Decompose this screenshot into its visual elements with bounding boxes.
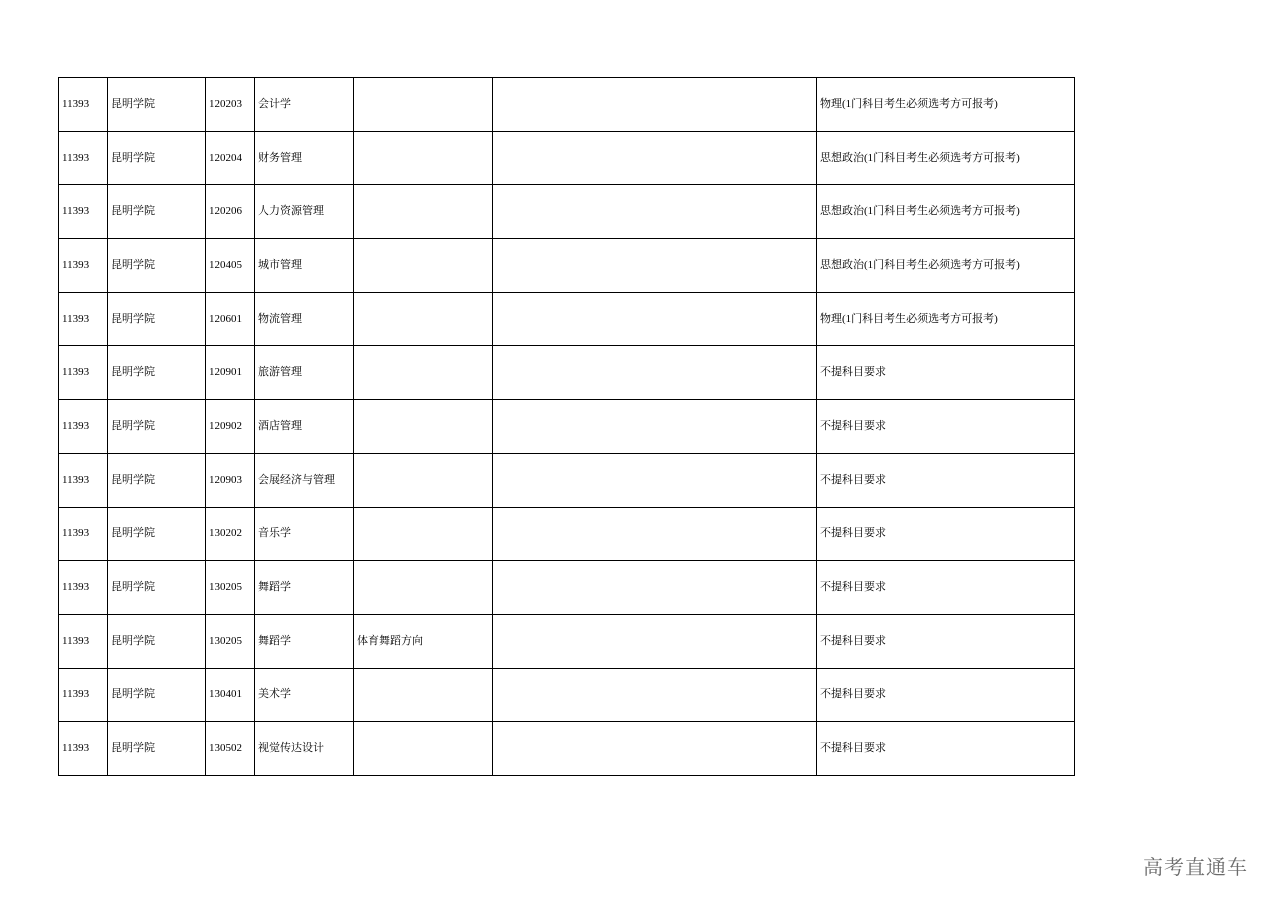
cell-subject-requirement: 不提科目要求 — [817, 346, 1075, 400]
cell-subject-requirement: 不提科目要求 — [817, 400, 1075, 454]
cell-school-code: 11393 — [59, 614, 108, 668]
cell-school-name: 昆明学院 — [108, 668, 206, 722]
table-row — [59, 346, 1075, 400]
table-row — [59, 131, 1075, 185]
table-row — [59, 453, 1075, 507]
table-row — [59, 507, 1075, 561]
cell-blank — [493, 614, 817, 668]
cell-major-direction: 体育舞蹈方向 — [354, 614, 493, 668]
cell-blank — [493, 668, 817, 722]
cell-school-name: 昆明学院 — [108, 453, 206, 507]
cell-major-direction — [354, 185, 493, 239]
cell-major-code: 130205 — [206, 614, 255, 668]
cell-major-name: 酒店管理 — [255, 400, 354, 454]
cell-school-name: 昆明学院 — [108, 239, 206, 293]
table-body — [59, 78, 1075, 776]
cell-school-code: 11393 — [59, 78, 108, 132]
cell-subject-requirement: 不提科目要求 — [817, 668, 1075, 722]
cell-school-code: 11393 — [59, 185, 108, 239]
cell-major-name: 视觉传达设计 — [255, 722, 354, 776]
cell-blank — [493, 561, 817, 615]
cell-school-code: 11393 — [59, 561, 108, 615]
cell-school-name: 昆明学院 — [108, 131, 206, 185]
cell-school-name: 昆明学院 — [108, 292, 206, 346]
cell-blank — [493, 131, 817, 185]
cell-school-code: 11393 — [59, 239, 108, 293]
table-row — [59, 239, 1075, 293]
cell-subject-requirement: 不提科目要求 — [817, 507, 1075, 561]
cell-major-direction — [354, 239, 493, 293]
cell-blank — [493, 292, 817, 346]
cell-major-direction — [354, 400, 493, 454]
cell-subject-requirement: 不提科目要求 — [817, 614, 1075, 668]
cell-major-name: 音乐学 — [255, 507, 354, 561]
cell-major-code: 120204 — [206, 131, 255, 185]
cell-major-code: 130202 — [206, 507, 255, 561]
cell-subject-requirement: 思想政治(1门科目考生必须选考方可报考) — [817, 185, 1075, 239]
table-row — [59, 561, 1075, 615]
cell-subject-requirement: 物理(1门科目考生必须选考方可报考) — [817, 292, 1075, 346]
cell-major-name: 人力资源管理 — [255, 185, 354, 239]
cell-major-code: 130502 — [206, 722, 255, 776]
cell-school-code: 11393 — [59, 346, 108, 400]
cell-school-code: 11393 — [59, 722, 108, 776]
cell-major-direction — [354, 292, 493, 346]
cell-school-code: 11393 — [59, 453, 108, 507]
table-row — [59, 185, 1075, 239]
cell-school-code: 11393 — [59, 292, 108, 346]
cell-major-code: 120203 — [206, 78, 255, 132]
cell-school-name: 昆明学院 — [108, 561, 206, 615]
table-row — [59, 292, 1075, 346]
cell-school-name: 昆明学院 — [108, 185, 206, 239]
cell-major-name: 会计学 — [255, 78, 354, 132]
cell-school-code: 11393 — [59, 507, 108, 561]
cell-major-code: 130401 — [206, 668, 255, 722]
cell-subject-requirement: 思想政治(1门科目考生必须选考方可报考) — [817, 239, 1075, 293]
major-requirements-table — [58, 77, 1075, 776]
table-row — [59, 78, 1075, 132]
cell-major-code: 120902 — [206, 400, 255, 454]
cell-school-name: 昆明学院 — [108, 346, 206, 400]
cell-major-name: 舞蹈学 — [255, 614, 354, 668]
cell-major-code: 130205 — [206, 561, 255, 615]
table-row — [59, 668, 1075, 722]
cell-school-name: 昆明学院 — [108, 400, 206, 454]
cell-blank — [493, 239, 817, 293]
cell-school-code: 11393 — [59, 668, 108, 722]
cell-major-name: 美术学 — [255, 668, 354, 722]
cell-major-code: 120903 — [206, 453, 255, 507]
cell-major-code: 120601 — [206, 292, 255, 346]
cell-school-name: 昆明学院 — [108, 507, 206, 561]
cell-major-direction — [354, 722, 493, 776]
cell-major-code: 120405 — [206, 239, 255, 293]
cell-major-direction — [354, 561, 493, 615]
cell-major-direction — [354, 346, 493, 400]
cell-school-name: 昆明学院 — [108, 78, 206, 132]
cell-subject-requirement: 不提科目要求 — [817, 453, 1075, 507]
cell-school-code: 11393 — [59, 131, 108, 185]
cell-blank — [493, 400, 817, 454]
table-row — [59, 722, 1075, 776]
cell-subject-requirement: 不提科目要求 — [817, 561, 1075, 615]
cell-blank — [493, 185, 817, 239]
cell-blank — [493, 453, 817, 507]
cell-major-direction — [354, 131, 493, 185]
cell-blank — [493, 78, 817, 132]
cell-major-direction — [354, 78, 493, 132]
cell-major-direction — [354, 507, 493, 561]
cell-major-direction — [354, 668, 493, 722]
table-row — [59, 400, 1075, 454]
cell-school-name: 昆明学院 — [108, 722, 206, 776]
cell-major-direction — [354, 453, 493, 507]
cell-blank — [493, 346, 817, 400]
cell-major-code: 120206 — [206, 185, 255, 239]
cell-major-code: 120901 — [206, 346, 255, 400]
cell-blank — [493, 722, 817, 776]
cell-school-name: 昆明学院 — [108, 614, 206, 668]
cell-major-name: 会展经济与管理 — [255, 453, 354, 507]
cell-major-name: 城市管理 — [255, 239, 354, 293]
cell-subject-requirement: 思想政治(1门科目考生必须选考方可报考) — [817, 131, 1075, 185]
cell-major-name: 物流管理 — [255, 292, 354, 346]
watermark-text: 高考直通车 — [1143, 855, 1248, 879]
cell-major-name: 旅游管理 — [255, 346, 354, 400]
cell-major-name: 舞蹈学 — [255, 561, 354, 615]
cell-blank — [493, 507, 817, 561]
cell-subject-requirement: 不提科目要求 — [817, 722, 1075, 776]
cell-subject-requirement: 物理(1门科目考生必须选考方可报考) — [817, 78, 1075, 132]
cell-major-name: 财务管理 — [255, 131, 354, 185]
table-row — [59, 614, 1075, 668]
cell-school-code: 11393 — [59, 400, 108, 454]
